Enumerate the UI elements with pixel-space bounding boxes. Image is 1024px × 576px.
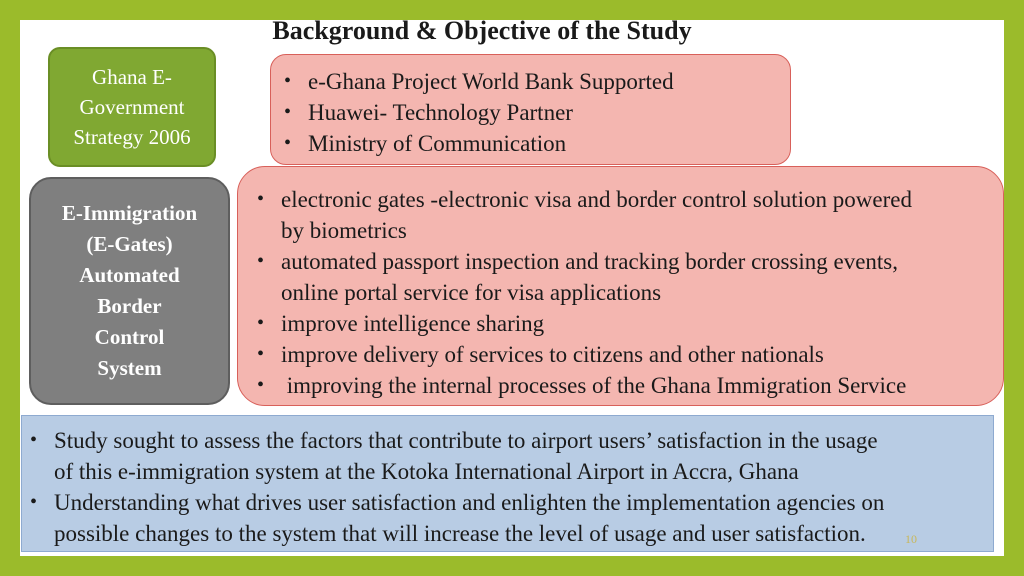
objective-list bbox=[30, 425, 989, 549]
list-item: • Understanding what drives user satisfaction and enlighten the implementation agencies on possible changes to the system that will increase the level of usage and user satisfaction. bbox=[54, 487, 989, 549]
bullet-icon: • bbox=[257, 250, 265, 272]
green-box-line: Strategy 2006 bbox=[73, 125, 191, 149]
gray-box-line: E-Immigration bbox=[61, 201, 198, 225]
gray-box-line: System bbox=[97, 356, 162, 380]
list-item: • improve delivery of services to citizens and other nationals bbox=[281, 339, 912, 370]
gray-box-line: Automated bbox=[79, 263, 180, 287]
list-item: • e-Ghana Project World Bank Supported bbox=[308, 66, 674, 97]
bullet-icon: • bbox=[284, 101, 292, 123]
slide-title: Background & Objective of the Study bbox=[272, 16, 692, 45]
bullet-icon: • bbox=[30, 429, 38, 451]
strategy-list bbox=[284, 66, 674, 159]
study-objective-box bbox=[21, 415, 994, 552]
e-immigration-box bbox=[29, 177, 230, 405]
green-box-line: Ghana E- bbox=[92, 65, 172, 89]
page-number: 10 bbox=[905, 532, 917, 546]
bullet-icon: • bbox=[257, 374, 265, 396]
bullet-icon: • bbox=[284, 132, 292, 154]
gray-box-line: Control bbox=[94, 325, 165, 349]
gray-box-line: (E-Gates) bbox=[86, 232, 173, 256]
strategy-details-box bbox=[270, 54, 791, 165]
list-item: • Huawei- Technology Partner bbox=[308, 97, 674, 128]
list-item: • electronic gates -electronic visa and border control solution powered by biometrics bbox=[281, 184, 912, 246]
list-item: • improving the internal processes of the Ghana Immigration Service bbox=[281, 370, 912, 401]
bullet-icon: • bbox=[257, 343, 265, 365]
bullet-icon: • bbox=[30, 491, 38, 513]
list-item: • improve intelligence sharing bbox=[281, 308, 912, 339]
bullet-icon: • bbox=[257, 312, 265, 334]
bullet-icon: • bbox=[284, 70, 292, 92]
list-item: • Study sought to assess the factors that contribute to airport users’ satisfaction in the usage of this e-immigration system at the Kotoka International Airport in Accra, Ghana bbox=[54, 425, 989, 487]
e-gates-list bbox=[257, 184, 912, 401]
green-box-line: Government bbox=[79, 95, 185, 119]
gray-box-line: Border bbox=[97, 294, 162, 318]
e-gates-details-box bbox=[237, 166, 1004, 406]
list-item: • automated passport inspection and tracking border crossing events, online portal service for visa applications bbox=[281, 246, 912, 308]
ghana-e-government-box bbox=[48, 47, 216, 167]
list-item: • Ministry of Communication bbox=[308, 128, 674, 159]
bullet-icon: • bbox=[257, 188, 265, 210]
